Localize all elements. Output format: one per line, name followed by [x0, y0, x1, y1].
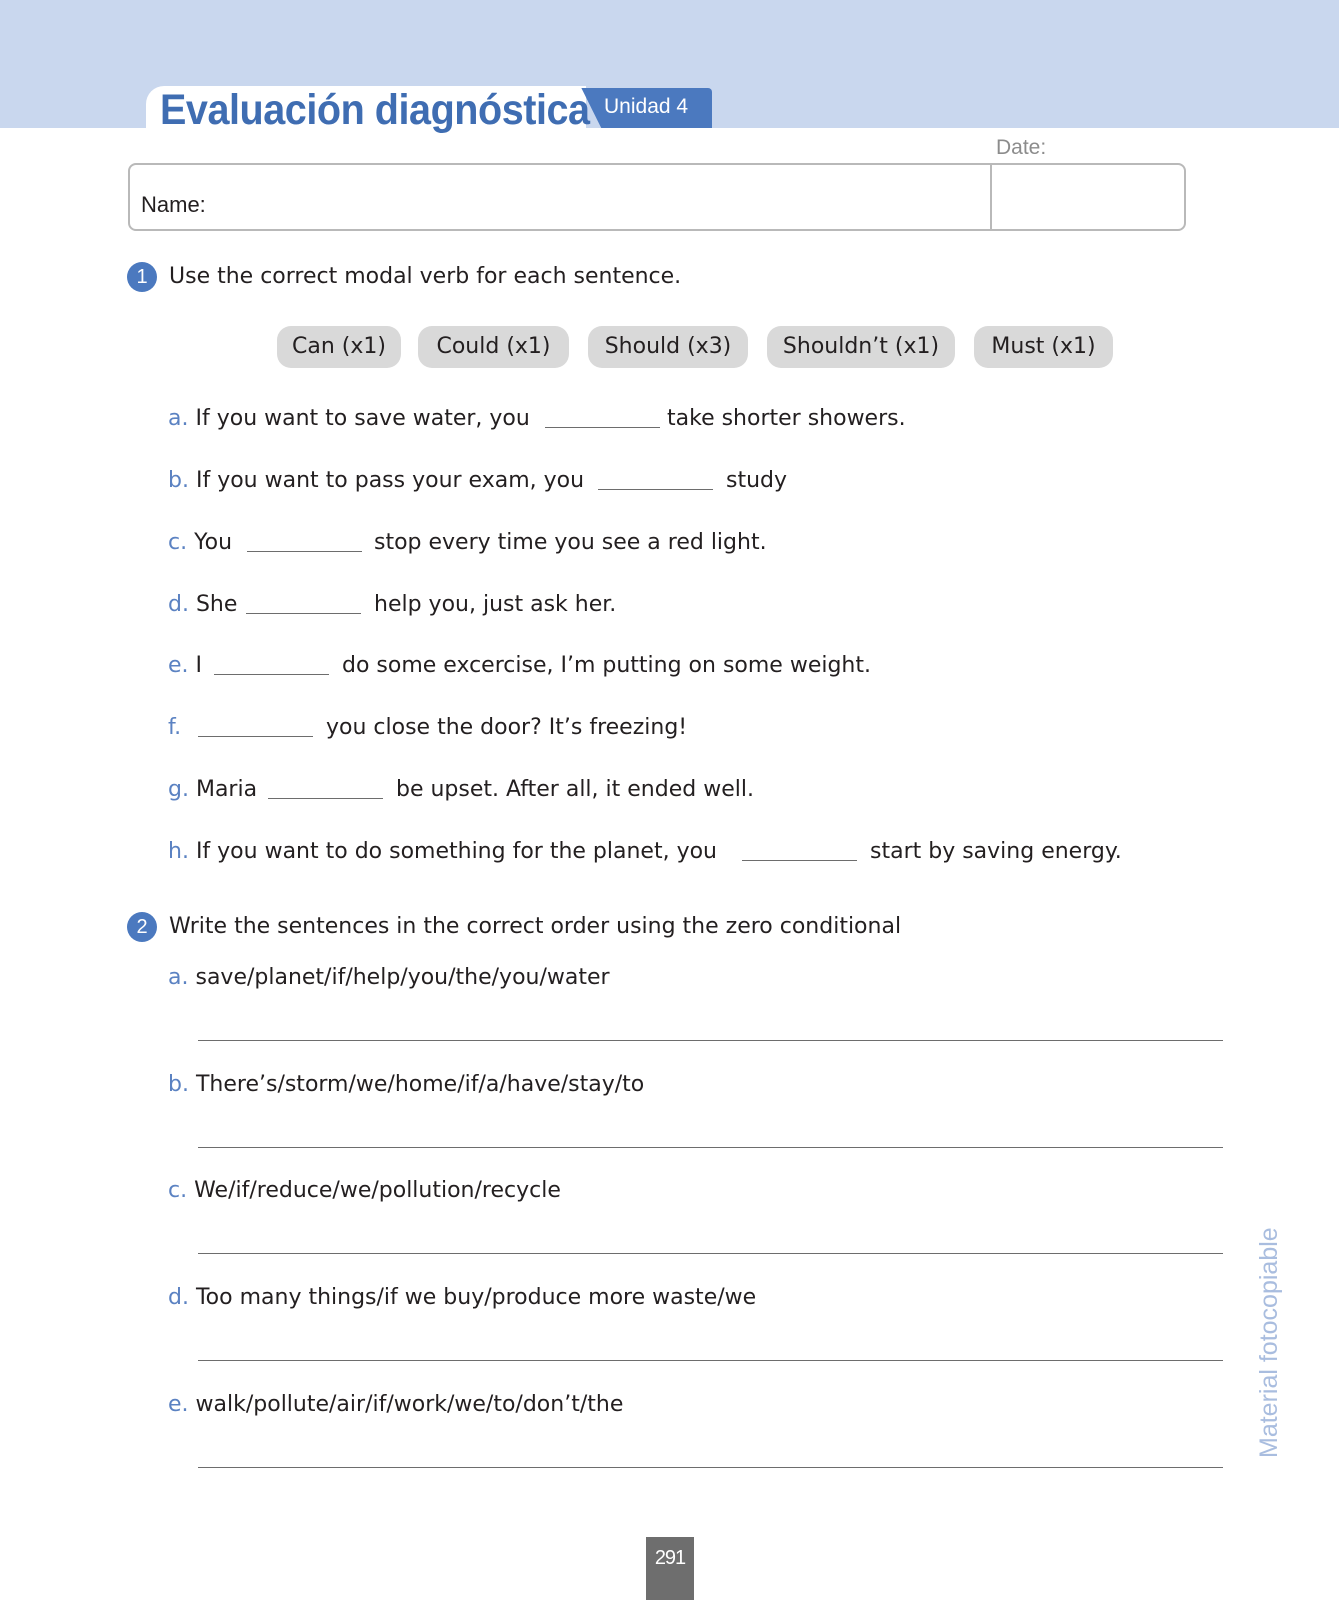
answer-line[interactable]: [198, 1253, 1223, 1254]
exercise-2-instruction: Write the sentences in the correct order using the zero conditional: [169, 914, 902, 939]
item-text: save/planet/if/help/you/the/you/water: [195, 965, 610, 990]
item-text-before: Maria: [195, 777, 258, 802]
word-bank-item: Must (x1): [974, 326, 1113, 368]
exercise-2-item-c: [168, 1178, 561, 1203]
answer-line[interactable]: [198, 1467, 1223, 1468]
fill-in-blank[interactable]: [246, 613, 361, 614]
item-text-after: stop every time you see a red light.: [374, 530, 767, 555]
word-bank-item: Could (x1): [418, 326, 569, 368]
exercise-2-item-a: [168, 965, 610, 990]
item-text-before: She: [195, 592, 238, 617]
exercise-1-instruction: Use the correct modal verb for each sentence.: [169, 264, 682, 289]
item-text-before: If you want to save water, you: [195, 406, 530, 431]
item-text-before: If you want to do something for the planet, you: [195, 839, 717, 864]
item-text: We/if/reduce/we/pollution/recycle: [194, 1178, 561, 1203]
word-bank-item: Can (x1): [277, 326, 401, 368]
answer-line[interactable]: [198, 1147, 1223, 1148]
item-text-after: help you, just ask her.: [374, 592, 617, 617]
item-text: Too many things/if we buy/produce more waste/we: [195, 1285, 757, 1310]
answer-line[interactable]: [198, 1040, 1223, 1041]
date-label: Date:: [996, 136, 1047, 159]
exercise-1-item-e: [168, 653, 202, 678]
fill-in-blank[interactable]: [598, 489, 713, 490]
word-bank-item: Should (x3): [588, 326, 748, 368]
item-letter: b.: [168, 1072, 189, 1097]
exercise-1-item-b: [168, 468, 584, 493]
exercise-1-item-a: [168, 406, 530, 431]
exercise-2-item-b: [168, 1072, 644, 1097]
fill-in-blank[interactable]: [268, 798, 383, 799]
exercise-1-item-f: [168, 715, 181, 740]
photocopiable-note: Material fotocopiable: [1255, 1227, 1283, 1458]
item-text-after: start by saving energy.: [870, 839, 1122, 864]
item-letter: a.: [168, 965, 189, 990]
exercise-2-item-d: [168, 1285, 756, 1310]
fill-in-blank[interactable]: [198, 736, 313, 737]
exercise-1-item-g: [168, 777, 257, 802]
exercise-1-item-c: [168, 530, 232, 555]
item-text-after: be upset. After all, it ended well.: [396, 777, 754, 802]
fill-in-blank[interactable]: [214, 674, 329, 675]
item-text-after: take shorter showers.: [667, 406, 906, 431]
word-bank-item: Shouldn’t (x1): [767, 326, 955, 368]
item-text-before: If you want to pass your exam, you: [195, 468, 585, 493]
page-title: Evaluación diagnóstica: [160, 86, 590, 134]
exercise-1-number: 1: [127, 262, 157, 292]
item-letter: e.: [168, 653, 189, 678]
exercise-1-item-d: [168, 592, 237, 617]
item-text-before: You: [194, 530, 233, 555]
item-text-after: do some excercise, I’m putting on some weight.: [342, 653, 871, 678]
item-letter: c.: [168, 1178, 188, 1203]
exercise-2-number: 2: [127, 912, 157, 942]
item-text-after: study: [726, 468, 788, 493]
unit-label: Unidad 4: [604, 95, 689, 118]
item-text: There’s/storm/we/home/if/a/have/stay/to: [195, 1072, 645, 1097]
item-letter: a.: [168, 406, 189, 431]
fill-in-blank[interactable]: [247, 551, 362, 552]
item-letter: d.: [168, 1285, 189, 1310]
item-letter: d.: [168, 592, 189, 617]
item-letter: c.: [168, 530, 188, 555]
name-date-box: [128, 163, 1186, 231]
item-text: walk/pollute/air/if/work/we/to/don’t/the: [195, 1392, 624, 1417]
name-label: Name:: [141, 192, 206, 217]
answer-line[interactable]: [198, 1360, 1223, 1361]
item-text-before: I: [195, 653, 203, 678]
exercise-2-item-e: [168, 1392, 623, 1417]
item-text-after: you close the door? It’s freezing!: [326, 715, 688, 740]
item-letter: h.: [168, 839, 189, 864]
fill-in-blank[interactable]: [545, 427, 660, 428]
name-date-divider: [990, 164, 992, 230]
item-letter: g.: [168, 777, 189, 802]
exercise-1-item-h: [168, 839, 717, 864]
item-letter: f.: [168, 715, 182, 740]
item-letter: b.: [168, 468, 189, 493]
fill-in-blank[interactable]: [742, 860, 857, 861]
page-number: 291: [654, 1547, 686, 1569]
item-letter: e.: [168, 1392, 189, 1417]
